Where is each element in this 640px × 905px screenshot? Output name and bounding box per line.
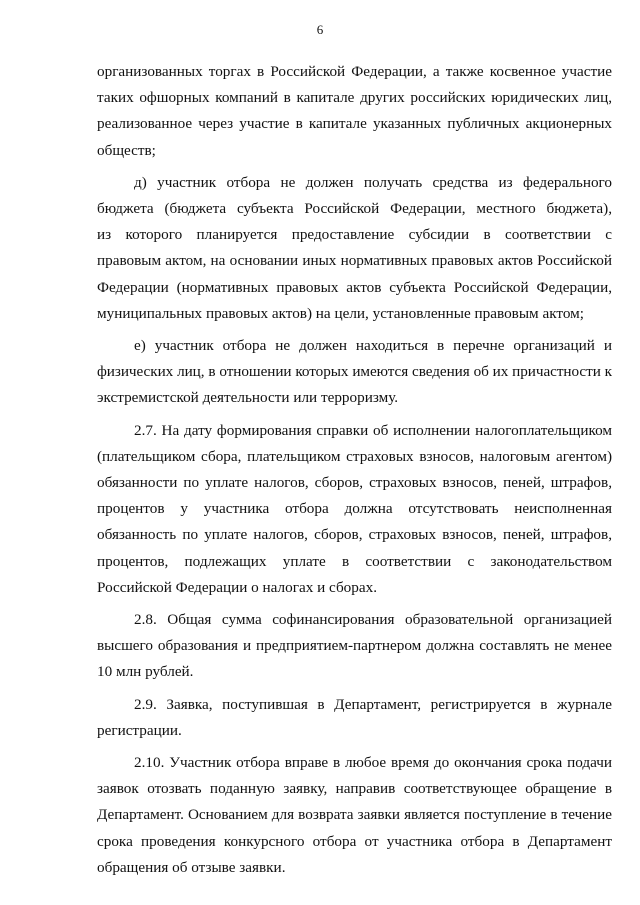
- text-line: е) участник отбора не должен находиться в перечне организаций и: [134, 337, 612, 355]
- paragraph-item-e: [97, 333, 612, 412]
- text-line: организованных торгах в Российской Федерации, а также косвенное участие: [97, 63, 612, 80]
- text-line: (плательщиком сбора, плательщиком страховых взносов, налоговым агентом): [97, 447, 612, 465]
- paragraph-section-2-7: [97, 418, 612, 601]
- text-line: экстремистской деятельности или терроризму.: [97, 389, 399, 407]
- text-line: обращения об отзыве заявки.: [97, 858, 286, 876]
- text-line: д) участник отбора не должен получать средства из федерального: [134, 173, 612, 191]
- text-line: из которого планируется предоставление субсидии в соответствии с: [97, 226, 612, 244]
- text-line: процентов у участника отбора должна отсутствовать неисполненная: [97, 500, 612, 518]
- paragraph-continuation: [97, 59, 612, 164]
- text-line: обязанность по уплате налогов, сборов, страховых взносов, пеней, штрафов,: [97, 526, 612, 544]
- paragraph-section-2-9: [97, 692, 612, 744]
- text-line: Департамент. Основанием для возврата заявки является поступление в течение: [97, 806, 612, 824]
- text-line: таких офшорных компаний в капитале других российских юридических лиц,: [97, 89, 612, 107]
- text-line: физических лиц, в отношении которых имеются сведения об их причастности к: [97, 363, 612, 381]
- text-line: высшего образования и предприятием-партнером должна составлять не менее: [97, 637, 612, 655]
- text-line: муниципальных правовых актов) на цели, установленные правовым актом;: [97, 304, 584, 322]
- text-line: регистрации.: [97, 721, 182, 739]
- page-number: 6: [316, 22, 324, 37]
- text-line: реализованное через участие в капитале указанных публичных акционерных: [97, 115, 612, 133]
- text-line: заявок отозвать поданную заявку, направив соответствующее обращение в: [97, 780, 612, 798]
- text-line: Федерации (нормативных правовых актов субъекта Российской Федерации,: [97, 278, 612, 296]
- text-line: 2.8. Общая сумма софинансирования образовательной организацией: [134, 611, 612, 629]
- text-line: 2.9. Заявка, поступившая в Департамент, регистрируется в журнале: [134, 695, 612, 713]
- text-line: обязанности по уплате налогов, сборов, страховых взносов, пеней, штрафов,: [97, 474, 612, 492]
- text-line: обществ;: [97, 141, 156, 159]
- text-line: 2.7. На дату формирования справки об исполнении налогоплательщиком: [134, 421, 612, 439]
- text-line: 2.10. Участник отбора вправе в любое время до окончания срока подачи: [134, 754, 612, 772]
- text-line: бюджета (бюджета субъекта Российской Федерации, местного бюджета),: [97, 200, 612, 218]
- paragraph-item-d: [97, 170, 612, 327]
- text-line: Российской Федерации о налогах и сборах.: [97, 578, 377, 596]
- text-line: правовым актом, на основании иных нормативных правовых актов Российской: [97, 252, 612, 270]
- paragraph-section-2-10: [97, 750, 612, 881]
- paragraph-section-2-8: [97, 607, 612, 686]
- text-line: процентов, подлежащих уплате в соответствии с законодательством: [97, 552, 612, 570]
- text-line: 10 млн рублей.: [97, 663, 194, 681]
- text-line: срока проведения конкурсного отбора от участника отбора в Департамент: [97, 832, 612, 850]
- document-body: [97, 59, 612, 881]
